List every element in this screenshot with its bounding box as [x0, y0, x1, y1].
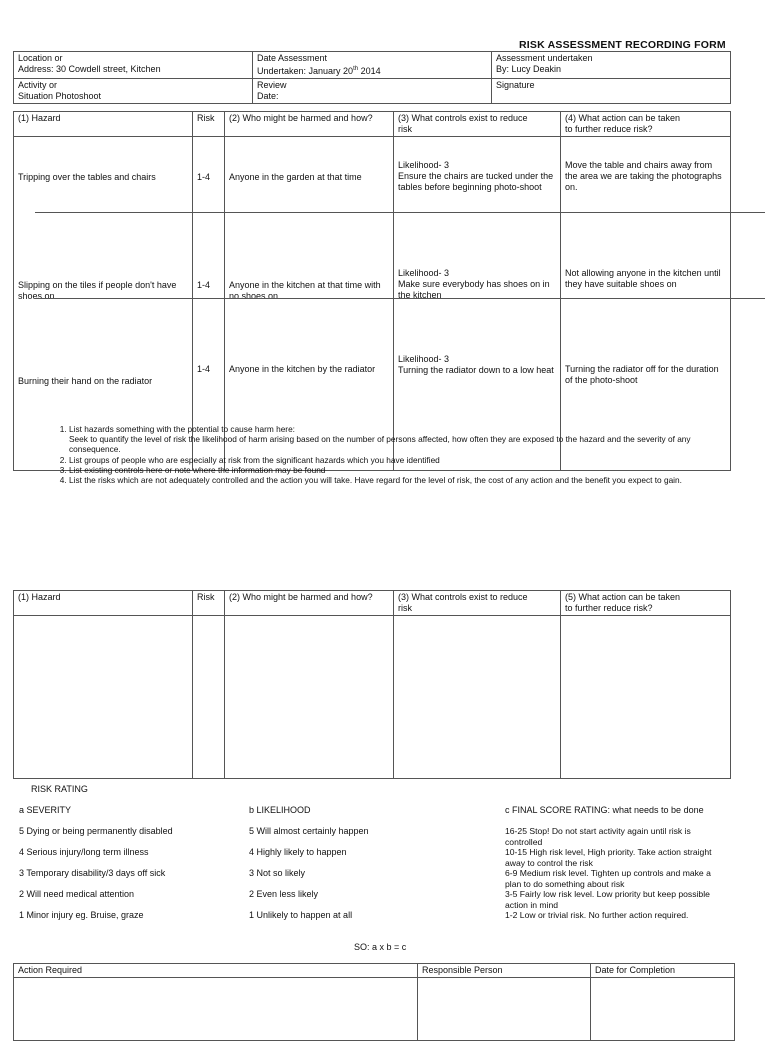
activity-cell: [14, 79, 253, 104]
table-row: [14, 616, 731, 779]
note-item: 2. List groups of people who are especially at risk from the significant hazards which you have identified: [69, 455, 735, 465]
severity-item: 4 Serious injury/long term illness: [19, 847, 149, 857]
final-score-item: 1-2 Low or trivial risk. No further action required.: [505, 910, 689, 920]
risk-input-cell[interactable]: [193, 616, 225, 779]
col-risk: Risk: [193, 112, 225, 137]
likelihood-item: 1 Unlikely to happen at all: [249, 910, 353, 920]
risk-cell: 1-4: [193, 253, 225, 354]
who-input-cell[interactable]: [225, 616, 394, 779]
risk-table: [13, 111, 731, 471]
note-item: 1. List hazards something with the potential to cause harm here: Seek to quantify the level of risk the likelihood of harm arising based on the number of persons affected, how often they are exposed to the hazard and the severity of any consequence.: [69, 424, 735, 455]
risk-cell: 1-4: [193, 137, 225, 254]
note-item: 4. List the risks which are not adequately controlled and the action you will take. Have regard for the level of risk, the cost of any action and the benefit you expect to gain.: [69, 475, 735, 485]
col-action: (5) What action can be taken to further reduce risk?: [561, 591, 731, 616]
signature-cell: [492, 79, 731, 104]
situation-value: Situation Photoshoot: [18, 91, 102, 101]
assessment-by-cell: [492, 52, 731, 79]
col-hazard: (1) Hazard: [14, 112, 193, 137]
who-cell: Anyone in the kitchen by the radiator: [225, 354, 394, 471]
likelihood-item: 2 Even less likely: [249, 889, 319, 899]
severity-item: 2 Will need medical attention: [19, 889, 135, 899]
action-input-cell[interactable]: [561, 616, 731, 779]
date-assessment-label: Date Assessment: [257, 53, 328, 63]
col-responsible-person: Responsible Person: [418, 964, 591, 978]
likelihood-item: 5 Will almost certainly happen: [249, 826, 369, 836]
who-cell: Anyone in the garden at that time: [225, 137, 394, 254]
header-table: [13, 51, 731, 104]
assessment-undertaken-label: Assessment undertaken: [496, 53, 593, 63]
controls-cell: Likelihood- 3 Turning the radiator down to a low heat: [394, 354, 561, 471]
final-score-item: 16-25 Stop! Do not start activity again until risk is controlled: [505, 826, 691, 847]
risk-rating-heading: RISK RATING: [31, 784, 88, 794]
hazard-cell: Burning their hand on the radiator: [14, 354, 193, 471]
severity-item: 1 Minor injury eg. Bruise, graze: [19, 910, 144, 920]
action-cell: Turning the radiator off for the duration of the photo-shoot: [561, 354, 731, 471]
location-label: Location or: [18, 53, 63, 63]
severity-heading: a SEVERITY: [19, 805, 72, 815]
review-cell: [253, 79, 492, 104]
severity-item: 5 Dying or being permanently disabled: [19, 826, 173, 836]
col-action-required: Action Required: [14, 964, 418, 978]
who-cell: Anyone in the kitchen at that time with no shoes on.: [225, 253, 394, 354]
final-score-list: [505, 826, 725, 921]
action-cell: Move the table and chairs away from the area we are taking the photographs on.: [561, 137, 731, 254]
col-controls: (3) What controls exist to reduce risk: [394, 112, 561, 137]
col-who: (2) Who might be harmed and how?: [225, 591, 394, 616]
likelihood-heading: b LIKELIHOOD: [249, 805, 311, 815]
action-required-input[interactable]: [14, 978, 418, 1041]
review-date-label: Date:: [257, 91, 279, 101]
review-label: Review: [257, 80, 287, 90]
final-score-heading: c FINAL SCORE RATING: what needs to be done: [505, 805, 704, 815]
col-controls: (3) What controls exist to reduce risk: [394, 591, 561, 616]
score-formula: SO: a x b = c: [354, 942, 407, 952]
likelihood-item: 3 Not so likely: [249, 868, 306, 878]
address-value: Address: 30 Cowdell street, Kitchen: [18, 64, 161, 74]
table-row: [14, 253, 731, 354]
hazard-cell: Tripping over the tables and chairs: [14, 137, 193, 254]
note-item: 3. List existing controls here or note where the information may be found: [69, 465, 735, 475]
signature-label: Signature: [496, 80, 535, 90]
controls-input-cell[interactable]: [394, 616, 561, 779]
severity-item: 3 Temporary disability/3 days off sick: [19, 868, 166, 878]
action-cell: Not allowing anyone in the kitchen until they have suitable shoes on: [561, 253, 731, 354]
location-cell: [14, 52, 253, 79]
final-score-item: 6-9 Medium risk level. Tighten up controls and make a plan to do something about risk: [505, 868, 711, 889]
activity-label: Activity or: [18, 80, 58, 90]
col-action: (4) What action can be taken to further reduce risk?: [561, 112, 731, 137]
col-risk: Risk: [193, 591, 225, 616]
col-hazard: (1) Hazard: [14, 591, 193, 616]
risk-table-2: [13, 590, 731, 779]
action-table: [13, 963, 735, 1041]
final-score-item: 10-15 High risk level, High priority. Take action straight away to control the risk: [505, 847, 712, 868]
assessor-name: By: Lucy Deakin: [496, 64, 562, 74]
controls-cell: Likelihood- 3 Make sure everybody has shoes on in the kitchen: [394, 253, 561, 354]
undertaken-value: Undertaken: January 20th 2014: [257, 66, 381, 76]
date-completion-input[interactable]: [591, 978, 735, 1041]
risk-cell: 1-4: [193, 354, 225, 471]
notes-list: [55, 424, 735, 485]
form-title: RISK ASSESSMENT RECORDING FORM: [519, 39, 726, 51]
col-date-completion: Date for Completion: [591, 964, 735, 978]
row-divider: [35, 212, 765, 213]
table-row: [14, 137, 731, 254]
row-divider: [35, 298, 765, 299]
col-who: (2) Who might be harmed and how?: [225, 112, 394, 137]
likelihood-item: 4 Highly likely to happen: [249, 847, 347, 857]
date-assessment-cell: [253, 52, 492, 79]
responsible-person-input[interactable]: [418, 978, 591, 1041]
hazard-cell: Slipping on the tiles if people don't have shoes on: [14, 253, 193, 354]
controls-cell: Likelihood- 3 Ensure the chairs are tucked under the tables before beginning photo-shoot: [394, 137, 561, 254]
final-score-item: 3-5 Fairly low risk level. Low priority but keep possible action in mind: [505, 889, 710, 910]
hazard-input-cell[interactable]: [14, 616, 193, 779]
